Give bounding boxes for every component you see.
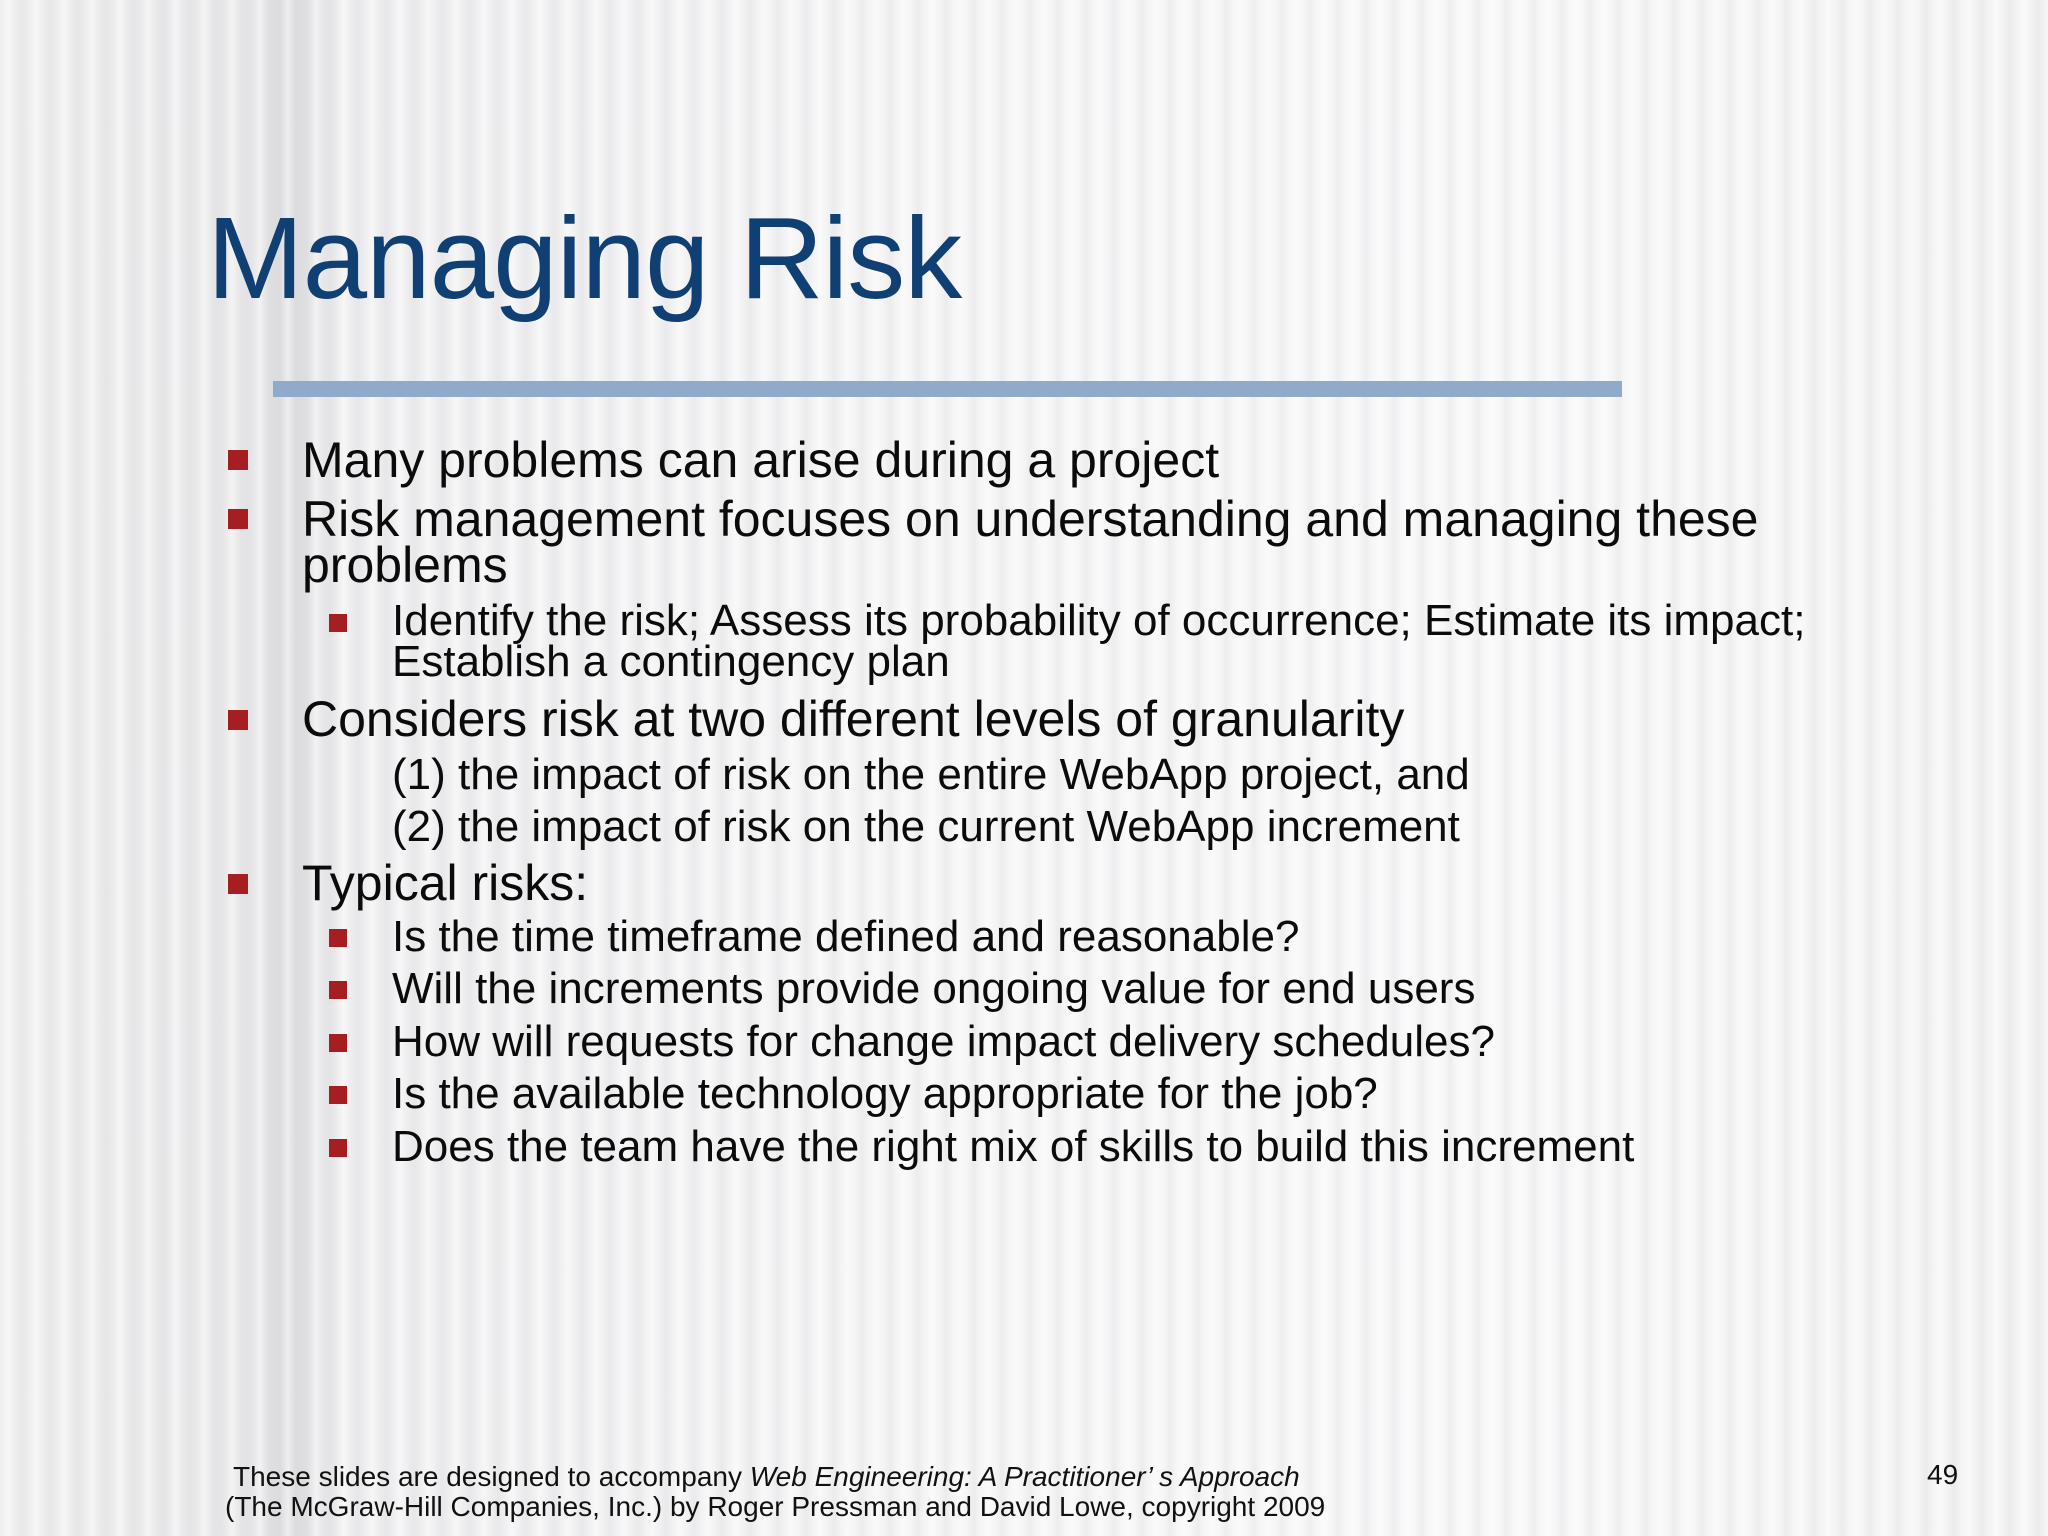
sub-bullet-marker — [329, 1139, 347, 1157]
bullet-text: Many problems can arise during a project — [302, 432, 1220, 488]
risk-item: Does the team have the right mix of skills to build this increment — [392, 1122, 1635, 1171]
granularity-level-1: (1) the impact of risk on the entire WebApp project, and — [392, 750, 1470, 799]
slide-title: Managing Risk — [207, 193, 962, 323]
footer-line-2: (The McGraw-Hill Companies, Inc.) by Roger Pressman and David Lowe, copyright 2009 — [225, 1491, 1326, 1522]
sub-bullet-marker — [329, 929, 347, 947]
sub-bullet-marker — [329, 1086, 347, 1104]
footer-prefix: These slides are designed to accompany — [233, 1461, 750, 1492]
title-underline — [273, 381, 1622, 397]
sub-bullet-marker — [329, 1034, 347, 1052]
bullet-marker — [228, 710, 248, 730]
bullet-text-continued: problems — [302, 537, 508, 593]
sub-bullet-text: Identify the risk; Assess its probability of occurrence; Estimate its impact; — [392, 596, 1806, 645]
bullet-marker — [228, 509, 248, 529]
bullet-text: Risk management focuses on understanding and managing these — [302, 491, 1759, 547]
risk-item: Is the time timeframe defined and reasonable? — [392, 912, 1300, 961]
granularity-level-2: (2) the impact of risk on the current WebApp increment — [392, 802, 1460, 851]
risk-item: How will requests for change impact delivery schedules? — [392, 1017, 1495, 1066]
sub-bullet-marker — [329, 981, 347, 999]
bullet-marker — [228, 450, 248, 470]
risk-item: Is the available technology appropriate for the job? — [392, 1069, 1378, 1118]
footer-book-title: Web Engineering: A Practitioner’ s Approach — [749, 1461, 1300, 1492]
slide-footer — [225, 1462, 1325, 1522]
sub-bullet-text-continued: Establish a contingency plan — [392, 637, 950, 686]
bullet-text: Considers risk at two different levels of granularity — [302, 691, 1405, 747]
bullet-marker — [228, 874, 248, 894]
footer-line-1 — [225, 1462, 1325, 1492]
sub-bullet-marker — [329, 614, 347, 632]
page-number: 49 — [1927, 1459, 1959, 1490]
bullet-text: Typical risks: — [302, 855, 589, 911]
risk-item: Will the increments provide ongoing value for end users — [392, 964, 1476, 1013]
